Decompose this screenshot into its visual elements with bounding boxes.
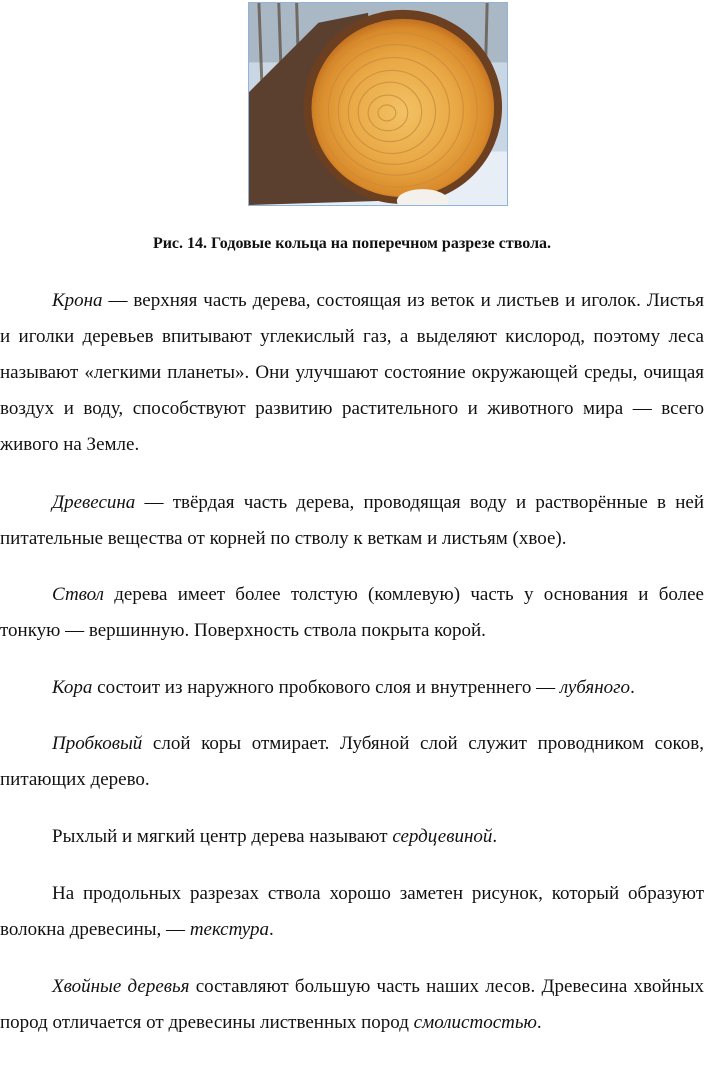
paragraph-stvol [0, 577, 704, 649]
paragraph-hvoynye [0, 969, 704, 1041]
paragraph-probkovy [0, 726, 704, 798]
paragraph-text: — твёрдая часть дерева, проводящая воду и растворённые в ней питательные вещества от корней по стволу к веткам и листьям (хвое). [0, 492, 704, 549]
term-lubyanoy: лубяного [559, 677, 631, 698]
figure-caption: Рис. 14. Годовые кольца на поперечном разрезе ствола. [152, 235, 552, 252]
paragraph-end: . [492, 826, 498, 847]
paragraph-drevesina [0, 485, 704, 557]
term-tekstura: текстура [189, 919, 269, 940]
paragraph-kora [0, 670, 704, 706]
text-body [0, 283, 704, 1041]
paragraph-krona [0, 283, 704, 463]
term-drevesina: Древесина [52, 492, 136, 513]
term-krona: Крона [52, 290, 103, 311]
paragraph-text: — верхняя часть дерева, состоящая из веток и листьев и иголок. Листья и иголки деревьев впитывают углекислый газ, а выделяют кислород, поэтому леса называют «легкими планеты». Они улучшают состояние окружающей среды, очищая воздух и воду, способствуют развитию растительного и животного мира — всего живого на Земле. [0, 290, 704, 455]
paragraph-end: . [630, 677, 635, 698]
paragraph-serdtsevina [0, 819, 704, 855]
term-probkovy: Пробковый [52, 733, 143, 754]
paragraph-text: Рыхлый и мягкий центр дерева называют [52, 826, 393, 847]
tree-rings-image [249, 3, 507, 205]
paragraph-text: На продольных разрезах ствола хорошо заметен рисунок, который образуют волокна древесины, — [0, 883, 704, 940]
term-stvol: Ствол [52, 584, 104, 605]
paragraph-end: . [269, 919, 274, 940]
paragraph-text: дерева имеет более толстую (комлевую) часть у основания и более тонкую — вершинную. Поверхность ствола покрыта корой. [0, 584, 704, 641]
paragraph-tekstura [0, 876, 704, 948]
term-serdtsevina: сердцевиной [392, 826, 493, 847]
term-hvoynye: Хвойные деревья [52, 976, 190, 997]
paragraph-text: состоит из наружного пробкового слоя и внутреннего — [92, 677, 560, 698]
tree-cross-section-photo [248, 2, 508, 206]
term-kora: Кора [52, 677, 93, 698]
term-smolistost: смолистостью [413, 1012, 537, 1033]
paragraph-text: слой коры отмирает. Лубяной слой служит проводником соков, питающих дерево. [0, 733, 704, 790]
paragraph-end: . [536, 1012, 542, 1033]
paragraph-text: составляют большую часть наших лесов. Древесина хвойных пород отличается от древесины лиственных пород [0, 976, 704, 1033]
